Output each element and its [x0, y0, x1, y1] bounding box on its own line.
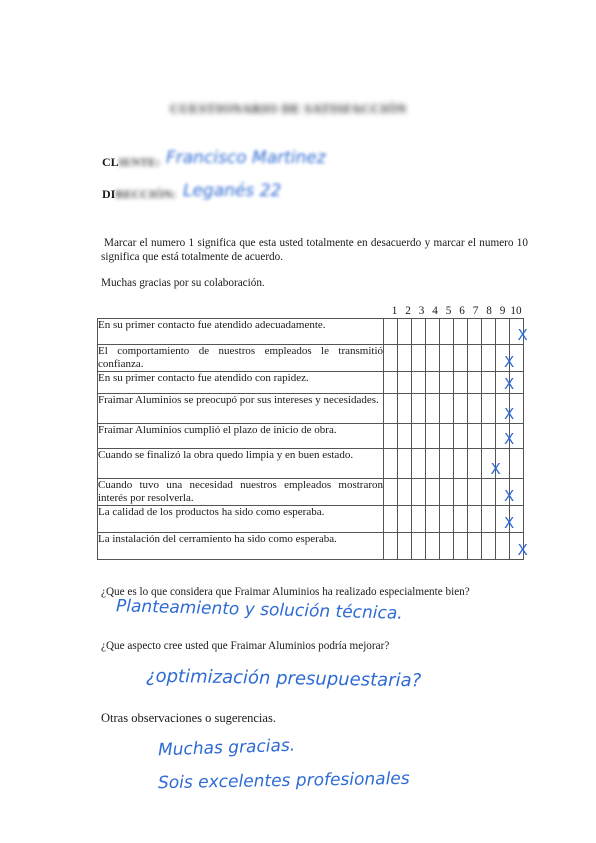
- score-mark: X: [504, 487, 515, 505]
- table-row: [98, 449, 524, 479]
- statement-cell: Cuando se finalizó la obra quedo limpia y en buen estado.: [98, 449, 384, 479]
- rating-box-1[interactable]: [384, 479, 398, 506]
- rating-box-10[interactable]: [510, 449, 524, 479]
- table-row: [98, 533, 524, 560]
- rating-box-1[interactable]: [384, 506, 398, 533]
- rating-box-7[interactable]: [468, 345, 482, 372]
- rating-box-8[interactable]: [482, 394, 496, 424]
- score-mark: X: [517, 541, 528, 559]
- scale-number-1: 1: [391, 305, 398, 317]
- rating-box-4[interactable]: [426, 345, 440, 372]
- rating-box-2[interactable]: [398, 479, 412, 506]
- rating-box-2[interactable]: [398, 424, 412, 449]
- rating-box-9[interactable]: [496, 533, 510, 560]
- rating-box-8[interactable]: [482, 506, 496, 533]
- statement-cell: Fraimar Aluminios cumplió el plazo de inicio de obra.: [98, 424, 384, 449]
- client-label: [102, 155, 160, 170]
- rating-box-4[interactable]: [426, 372, 440, 394]
- question-1: ¿Que es lo que considera que Fraimar Aluminios ha realizado especialmente bien?: [101, 586, 470, 598]
- rating-box-8[interactable]: [482, 372, 496, 394]
- rating-box-3[interactable]: [412, 319, 426, 345]
- question-2: ¿Que aspecto cree usted que Fraimar Aluminios podría mejorar?: [101, 640, 390, 652]
- rating-box-7[interactable]: [468, 533, 482, 560]
- rating-box-7[interactable]: [468, 372, 482, 394]
- client-label-hidden: IENTE:: [118, 155, 161, 169]
- rating-box-6[interactable]: [454, 424, 468, 449]
- rating-box-5[interactable]: [440, 424, 454, 449]
- table-row: [98, 506, 524, 533]
- answer-1: Planteamiento y solución técnica.: [115, 596, 403, 624]
- table-row: [98, 372, 524, 394]
- rating-box-1[interactable]: [384, 449, 398, 479]
- scale-number-5: 5: [445, 305, 452, 317]
- statement-cell: En su primer contacto fue atendido adecuadamente.: [98, 319, 384, 345]
- rating-box-8[interactable]: [482, 319, 496, 345]
- table-row: [98, 424, 524, 449]
- rating-box-3[interactable]: [412, 479, 426, 506]
- rating-box-2[interactable]: [398, 372, 412, 394]
- scale-number-4: 4: [432, 305, 438, 317]
- rating-box-6[interactable]: [454, 479, 468, 506]
- rating-box-4[interactable]: [426, 479, 440, 506]
- rating-box-3[interactable]: [412, 424, 426, 449]
- rating-table: [97, 318, 524, 560]
- statement-cell: Fraimar Aluminios se preocupó por sus intereses y necesidades.: [98, 394, 384, 424]
- rating-box-3[interactable]: [412, 372, 426, 394]
- page-title: CUESTIONARIO DE SATISFACCIÓN: [170, 101, 407, 116]
- scale-number-3: 3: [418, 305, 425, 317]
- rating-box-5[interactable]: [440, 479, 454, 506]
- statement-cell: La calidad de los productos ha sido como esperaba.: [98, 506, 384, 533]
- rating-box-3[interactable]: [412, 533, 426, 560]
- rating-box-2[interactable]: [398, 449, 412, 479]
- score-mark: X: [504, 514, 515, 532]
- statement-cell: La instalación del cerramiento ha sido como esperaba.: [98, 533, 384, 560]
- rating-box-2[interactable]: [398, 394, 412, 424]
- rating-box-7[interactable]: [468, 394, 482, 424]
- rating-box-5[interactable]: [440, 319, 454, 345]
- scale-number-10: 10: [510, 305, 522, 317]
- scale-number-2: 2: [405, 305, 411, 317]
- rating-box-6[interactable]: [454, 394, 468, 424]
- table-row: [98, 319, 524, 345]
- answer-2: ¿optimización presupuestaria?: [145, 665, 422, 692]
- statement-cell: En su primer contacto fue atendido con rapidez.: [98, 372, 384, 394]
- rating-box-1[interactable]: [384, 394, 398, 424]
- rating-box-2[interactable]: [398, 533, 412, 560]
- rating-box-4[interactable]: [426, 424, 440, 449]
- rating-box-7[interactable]: [468, 424, 482, 449]
- rating-box-6[interactable]: [454, 449, 468, 479]
- rating-box-5[interactable]: [440, 394, 454, 424]
- rating-box-4[interactable]: [426, 506, 440, 533]
- rating-box-7[interactable]: [468, 479, 482, 506]
- rating-box-6[interactable]: [454, 345, 468, 372]
- observations-line-2: Sois excelentes profesionales: [157, 768, 410, 794]
- rating-box-3[interactable]: [412, 394, 426, 424]
- rating-box-1[interactable]: [384, 424, 398, 449]
- score-mark: X: [504, 430, 515, 448]
- rating-box-5[interactable]: [440, 533, 454, 560]
- address-label-hidden: RECCIÓN:: [115, 187, 177, 201]
- address-value: Leganés 22: [183, 181, 282, 201]
- rating-box-5[interactable]: [440, 345, 454, 372]
- observations-line-1: Muchas gracias.: [157, 735, 296, 761]
- rating-box-4[interactable]: [426, 319, 440, 345]
- score-mark: X: [504, 375, 515, 393]
- rating-box-8[interactable]: [482, 533, 496, 560]
- observations-label: Otras observaciones o sugerencias.: [101, 711, 276, 725]
- statement-cell: El comportamiento de nuestros empleados le transmitió confianza.: [98, 345, 383, 370]
- scale-number-9: 9: [499, 305, 506, 317]
- rating-box-3[interactable]: [412, 449, 426, 479]
- rating-box-1[interactable]: [384, 319, 398, 345]
- rating-box-5[interactable]: [440, 372, 454, 394]
- rating-box-1[interactable]: [384, 345, 398, 372]
- rating-box-8[interactable]: [482, 424, 496, 449]
- rating-box-3[interactable]: [412, 506, 426, 533]
- thanks-text: Muchas gracias por su colaboración.: [101, 277, 265, 289]
- rating-box-1[interactable]: [384, 372, 398, 394]
- rating-box-6[interactable]: [454, 533, 468, 560]
- rating-box-1[interactable]: [384, 533, 398, 560]
- instructions: Marcar el numero 1 significa que esta usted totalmente en desacuerdo y marcar el numero 10 significa que está totalmente de acuerdo.: [101, 237, 528, 263]
- address-label: [102, 187, 176, 202]
- client-value: Francisco Martinez: [166, 148, 326, 168]
- rating-box-3[interactable]: [412, 345, 426, 372]
- rating-box-7[interactable]: [468, 506, 482, 533]
- rating-box-5[interactable]: [440, 449, 454, 479]
- rating-box-8[interactable]: [482, 479, 496, 506]
- table-row: [98, 345, 524, 372]
- rating-box-9[interactable]: [496, 319, 510, 345]
- rating-box-6[interactable]: [454, 319, 468, 345]
- rating-box-4[interactable]: [426, 449, 440, 479]
- table-row: [98, 479, 524, 506]
- rating-box-2[interactable]: [398, 506, 412, 533]
- score-mark: X: [490, 460, 501, 478]
- client-label-visible: CL: [102, 155, 119, 169]
- rating-box-6[interactable]: [454, 506, 468, 533]
- rating-box-8[interactable]: [482, 345, 496, 372]
- score-mark: X: [517, 326, 528, 344]
- statement-cell: Cuando tuvo una necesidad nuestros empleados mostraron interés por resolverla.: [98, 479, 383, 504]
- scale-number-7: 7: [472, 305, 479, 317]
- table-row: [98, 394, 524, 424]
- scale-number-6: 6: [459, 305, 465, 317]
- rating-box-4[interactable]: [426, 533, 440, 560]
- rating-box-4[interactable]: [426, 394, 440, 424]
- rating-box-5[interactable]: [440, 506, 454, 533]
- score-mark: X: [504, 353, 515, 371]
- scale-number-8: 8: [486, 305, 492, 317]
- rating-box-2[interactable]: [398, 319, 412, 345]
- address-label-visible: DI: [102, 187, 116, 201]
- rating-box-7[interactable]: [468, 319, 482, 345]
- rating-box-6[interactable]: [454, 372, 468, 394]
- score-mark: X: [504, 405, 515, 423]
- rating-box-7[interactable]: [468, 449, 482, 479]
- rating-box-2[interactable]: [398, 345, 412, 372]
